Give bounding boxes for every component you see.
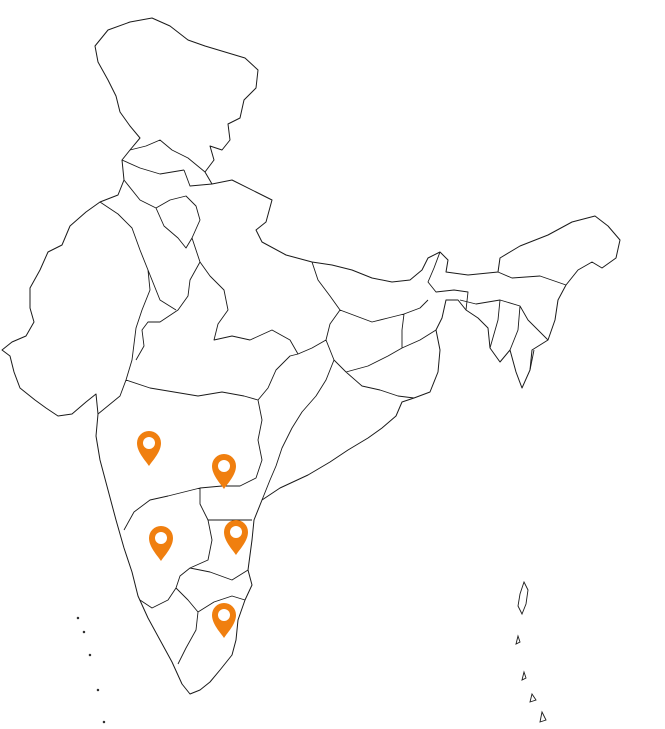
pin-center-dot — [155, 532, 167, 544]
pin-center-dot — [143, 437, 155, 449]
lakshadweep-islands — [77, 617, 105, 723]
pin-center-dot — [218, 460, 230, 472]
pin-center-dot — [230, 526, 242, 538]
pin-center-dot — [218, 609, 230, 621]
andaman-islands — [516, 582, 546, 722]
